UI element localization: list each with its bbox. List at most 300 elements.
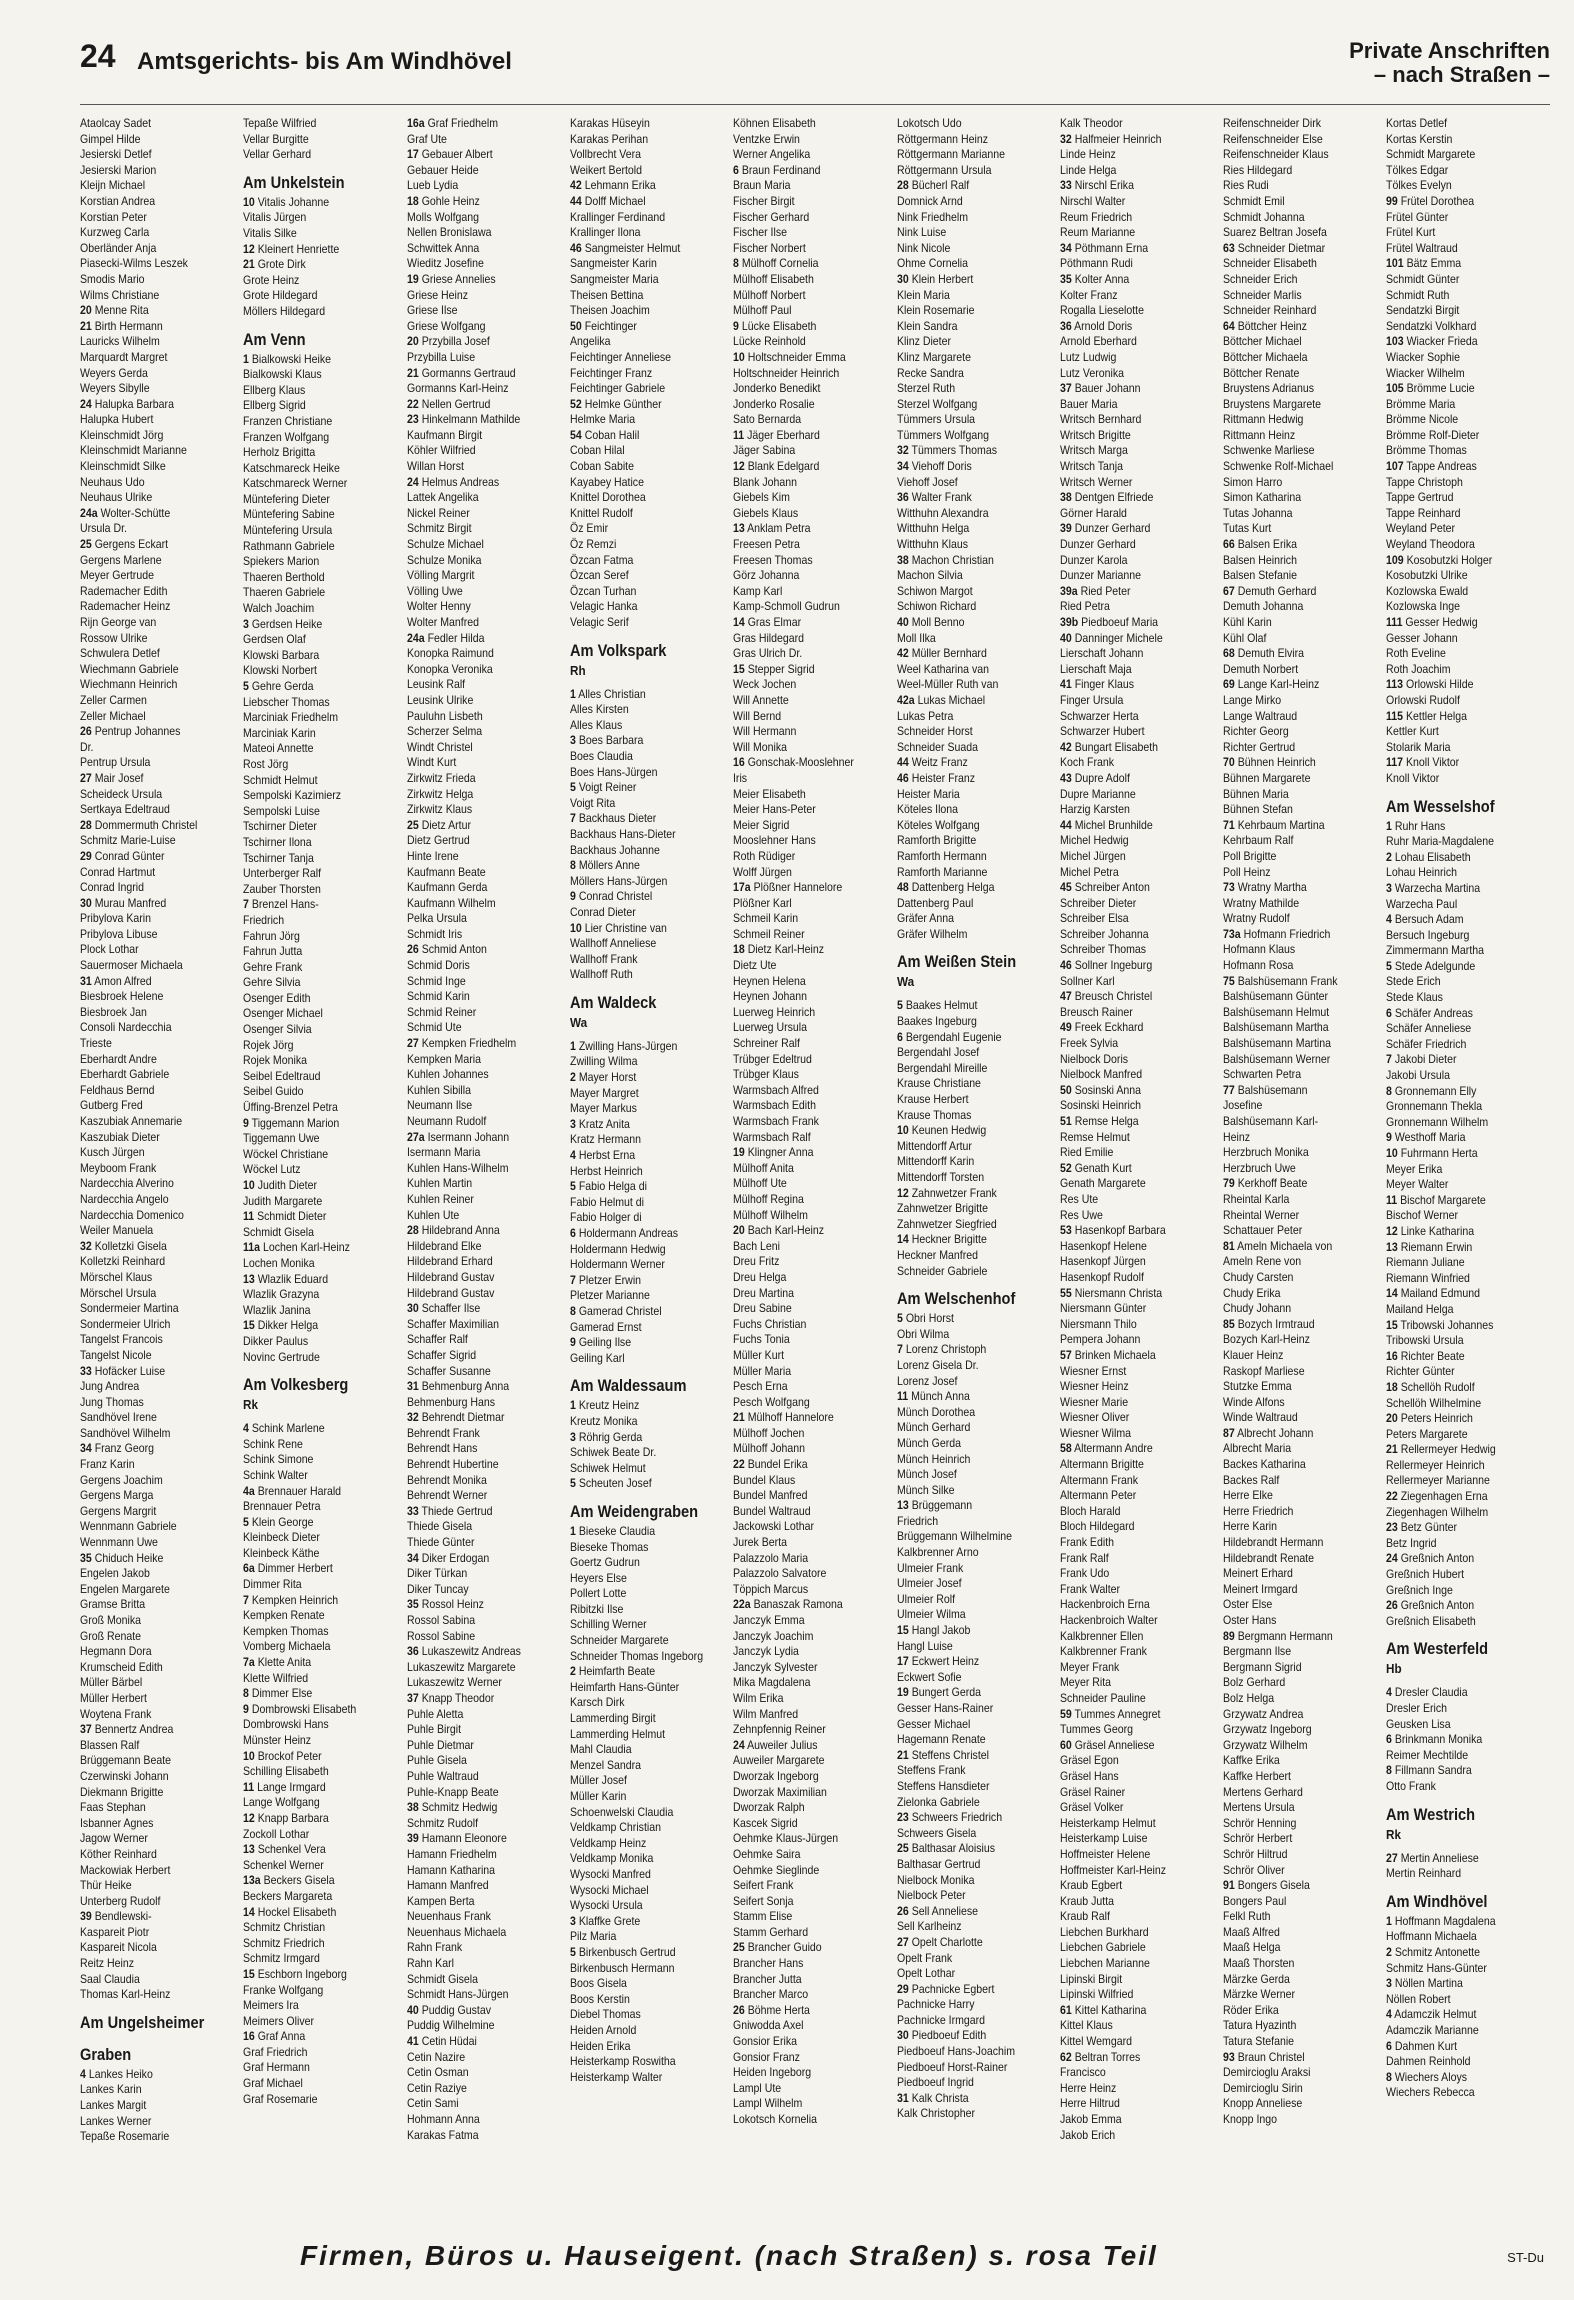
resident-name: Altermann Andre bbox=[1073, 1441, 1153, 1456]
house-number: 27 bbox=[1386, 1850, 1399, 1865]
resident-name: Balshüsemann Martha bbox=[1223, 1020, 1329, 1035]
resident-entry bbox=[897, 1592, 1053, 1608]
house-number: 3 bbox=[1386, 880, 1393, 895]
resident-entry bbox=[570, 1054, 726, 1070]
resident-entry bbox=[243, 1905, 399, 1921]
house-number: 24 bbox=[1386, 1551, 1399, 1566]
resident-name: Fuchs Christian bbox=[733, 1316, 807, 1331]
resident-entry bbox=[80, 865, 236, 881]
resident-entry bbox=[1060, 1301, 1216, 1317]
house-number: 18 bbox=[733, 942, 745, 957]
resident-entry bbox=[1386, 740, 1542, 756]
resident-entry bbox=[733, 490, 889, 506]
resident-name: Balshüsemann bbox=[1237, 1082, 1308, 1097]
resident-name: Brenzel Hans- bbox=[252, 897, 320, 912]
resident-name: Meier Hans-Peter bbox=[733, 802, 816, 817]
resident-entry bbox=[897, 1997, 1053, 2013]
resident-name: Jung Thomas bbox=[80, 1394, 144, 1409]
resident-entry bbox=[80, 1005, 236, 1021]
resident-name: Pempera Johann bbox=[1059, 1332, 1141, 1347]
resident-name: Reifenschneider Else bbox=[1223, 131, 1323, 146]
resident-entry bbox=[80, 646, 236, 662]
resident-name: Piedboeuf Horst-Rainer bbox=[896, 2059, 1007, 2074]
resident-name: Knoll Viktor bbox=[1406, 755, 1460, 770]
resident-name: Sangmeister Maria bbox=[569, 271, 659, 286]
resident-entry bbox=[1060, 132, 1216, 148]
resident-name: Lokotsch Kornelia bbox=[733, 2112, 818, 2126]
resident-name: Möllers Hildegard bbox=[243, 303, 326, 318]
resident-entry bbox=[407, 2018, 563, 2034]
house-number: 32 bbox=[406, 1410, 419, 1425]
resident-name: Meinert Erhard bbox=[1223, 1566, 1293, 1581]
house-number: 9 bbox=[569, 1335, 576, 1350]
resident-entry bbox=[243, 632, 399, 648]
resident-entry bbox=[1060, 1582, 1216, 1598]
resident-entry bbox=[1223, 1332, 1379, 1348]
resident-entry bbox=[733, 849, 889, 865]
resident-name: Klette Wilfried bbox=[243, 1670, 309, 1685]
resident-entry bbox=[897, 833, 1053, 849]
resident-entry bbox=[897, 998, 1053, 1014]
resident-name: Lange Mirko bbox=[1223, 692, 1282, 707]
resident-name: Dreu Sabine bbox=[733, 1301, 792, 1316]
resident-entry bbox=[1386, 506, 1542, 522]
resident-name: Märzke Werner bbox=[1223, 1987, 1296, 2002]
resident-name: Remse Helmut bbox=[1059, 1129, 1130, 1144]
resident-entry bbox=[243, 1795, 399, 1811]
resident-name: Lattek Angelika bbox=[406, 490, 479, 505]
resident-name: Hofmann Klaus bbox=[1223, 942, 1296, 957]
resident-name: Dietz Karl-Heinz bbox=[747, 942, 825, 957]
resident-entry bbox=[1386, 1318, 1542, 1334]
resident-entry bbox=[733, 1894, 889, 1910]
resident-entry bbox=[1223, 1722, 1379, 1738]
resident-entry bbox=[1386, 1084, 1542, 1100]
house-number: 2 bbox=[1386, 1944, 1393, 1959]
resident-name: Lukaszewitz Margarete bbox=[406, 1659, 516, 1674]
resident-name: Schiwek Beate Dr. bbox=[569, 1445, 657, 1460]
resident-entry bbox=[733, 693, 889, 709]
resident-name: Krause Christiane bbox=[896, 1076, 981, 1091]
resident-name: Schneider Suada bbox=[896, 739, 978, 754]
house-number: 13 bbox=[896, 1498, 909, 1513]
resident-entry bbox=[1386, 1520, 1542, 1536]
resident-name: Stutzke Emma bbox=[1223, 1379, 1292, 1394]
resident-entry bbox=[80, 2098, 236, 2114]
house-number: 5 bbox=[243, 1514, 250, 1529]
resident-name: Moll Ilka bbox=[896, 630, 936, 645]
house-number: 39 bbox=[406, 1831, 419, 1846]
house-number: 5 bbox=[569, 1944, 576, 1959]
house-number: 63 bbox=[1223, 240, 1235, 255]
resident-name: Müller Karin bbox=[569, 1789, 627, 1803]
resident-name: Schmidt Iris bbox=[406, 926, 462, 941]
house-number: 27 bbox=[406, 1036, 419, 1051]
resident-entry bbox=[407, 210, 563, 226]
resident-name: Bundel Erika bbox=[747, 1457, 808, 1472]
resident-name: Will Monika bbox=[733, 739, 788, 754]
resident-name: Mülhoff Elisabeth bbox=[733, 271, 815, 286]
resident-entry bbox=[1223, 1317, 1379, 1333]
resident-entry bbox=[80, 1052, 236, 1068]
resident-entry bbox=[407, 2050, 563, 2066]
resident-name: Schmeil Karin bbox=[733, 911, 799, 926]
resident-name: Gras Hildegard bbox=[733, 630, 805, 645]
listing-column bbox=[243, 116, 399, 2206]
resident-entry bbox=[1060, 366, 1216, 382]
resident-name: Münch Anna bbox=[910, 1389, 970, 1404]
resident-entry bbox=[80, 2129, 236, 2145]
resident-name: Mülhoff Johann bbox=[733, 1441, 806, 1456]
resident-name: Nielbock Manfred bbox=[1059, 1067, 1142, 1082]
resident-entry bbox=[243, 1686, 399, 1702]
resident-entry bbox=[1386, 1115, 1542, 1131]
resident-name: Bungart Elisabeth bbox=[1074, 739, 1158, 754]
resident-entry bbox=[733, 397, 889, 413]
resident-entry bbox=[1386, 834, 1542, 850]
resident-name: Schink Simone bbox=[243, 1452, 314, 1467]
resident-entry bbox=[1060, 615, 1216, 631]
resident-name: Bendlewski- bbox=[94, 1909, 152, 1924]
house-number: 42 bbox=[896, 646, 909, 661]
house-number: 34 bbox=[80, 1441, 92, 1456]
resident-name: Brockof Peter bbox=[257, 1748, 322, 1763]
house-number: 81 bbox=[1223, 1238, 1235, 1253]
resident-name: Tümmers Thomas bbox=[911, 443, 997, 458]
resident-entry bbox=[407, 2128, 563, 2144]
resident-name: Knittel Rudolf bbox=[569, 505, 633, 520]
resident-entry bbox=[733, 1332, 889, 1348]
resident-entry bbox=[897, 1951, 1053, 1967]
resident-entry bbox=[1223, 615, 1379, 631]
resident-name: Frank Edith bbox=[1059, 1535, 1114, 1550]
resident-entry bbox=[80, 490, 236, 506]
resident-entry bbox=[1223, 2112, 1379, 2128]
resident-entry bbox=[1223, 1519, 1379, 1535]
resident-name: Auweiler Margarete bbox=[733, 1753, 825, 1768]
resident-name: Pachnicke Harry bbox=[896, 1997, 974, 2012]
resident-name: Franke Wolfgang bbox=[243, 1982, 324, 1997]
resident-entry bbox=[1060, 116, 1216, 132]
house-number: 13 bbox=[1386, 1239, 1399, 1254]
resident-entry bbox=[407, 1176, 563, 1192]
resident-name: Klein Maria bbox=[896, 287, 950, 302]
resident-name: Neuhaus Ulrike bbox=[80, 490, 153, 505]
resident-name: Schneider Thomas Ingeborg bbox=[569, 1648, 703, 1663]
resident-entry bbox=[243, 1764, 399, 1780]
resident-name: Thiede Gertrud bbox=[421, 1503, 493, 1518]
resident-entry bbox=[570, 1555, 726, 1571]
resident-entry bbox=[570, 1351, 726, 1367]
house-number: 26 bbox=[896, 1903, 909, 1918]
resident-name: Bolz Gerhard bbox=[1223, 1675, 1286, 1690]
resident-name: Heyers Else bbox=[569, 1570, 627, 1585]
resident-name: Krause Herbert bbox=[896, 1092, 969, 1107]
resident-name: Piedboeuf Edith bbox=[911, 2028, 986, 2043]
resident-name: Kamp Karl bbox=[733, 583, 783, 598]
district-code: Rk bbox=[1386, 1826, 1402, 1842]
resident-entry bbox=[733, 1691, 889, 1707]
house-number: 4 bbox=[1386, 1685, 1393, 1700]
section-title: Private Anschriften bbox=[1349, 38, 1550, 63]
resident-entry bbox=[1060, 1878, 1216, 1894]
resident-name: Kempken Maria bbox=[406, 1051, 481, 1066]
resident-entry bbox=[897, 896, 1053, 912]
resident-entry bbox=[1223, 366, 1379, 382]
resident-name: Schenkel Werner bbox=[243, 1857, 325, 1872]
resident-name: Tutas Johanna bbox=[1223, 505, 1293, 520]
resident-name: Altermann Frank bbox=[1059, 1472, 1138, 1487]
resident-name: Vomberg Michaela bbox=[243, 1639, 331, 1654]
resident-name: Birth Hermann bbox=[94, 318, 163, 333]
resident-entry bbox=[570, 1288, 726, 1304]
resident-name: Jackowski Lothar bbox=[733, 1519, 815, 1534]
resident-entry bbox=[407, 132, 563, 148]
resident-name: Müller Bärbel bbox=[80, 1675, 143, 1690]
resident-entry bbox=[897, 1389, 1053, 1405]
resident-entry bbox=[1386, 974, 1542, 990]
resident-name: Geusken Lisa bbox=[1386, 1716, 1451, 1731]
resident-name: Oehmke Klaus-Jürgen bbox=[733, 1831, 839, 1846]
resident-entry bbox=[733, 459, 889, 475]
resident-entry bbox=[733, 1005, 889, 1021]
resident-entry bbox=[570, 2039, 726, 2055]
house-number: 69 bbox=[1223, 677, 1235, 692]
resident-entry bbox=[243, 476, 399, 492]
resident-name: Sandhövel Wilhelm bbox=[80, 1425, 171, 1440]
resident-entry bbox=[243, 1256, 399, 1272]
resident-entry bbox=[897, 334, 1053, 350]
resident-entry bbox=[243, 1998, 399, 2014]
resident-name: Holdermann Hedwig bbox=[569, 1241, 666, 1256]
resident-entry bbox=[897, 288, 1053, 304]
resident-name: Amon Alfred bbox=[94, 973, 152, 988]
resident-name: Fischer Birgit bbox=[733, 193, 795, 208]
resident-entry bbox=[1386, 272, 1542, 288]
resident-name: Müller Bernhard bbox=[911, 646, 987, 661]
resident-entry bbox=[733, 319, 889, 335]
resident-entry bbox=[733, 1114, 889, 1130]
resident-entry bbox=[243, 929, 399, 945]
resident-name: Klowski Barbara bbox=[243, 647, 320, 662]
house-number: 1 bbox=[569, 686, 576, 701]
resident-entry bbox=[1386, 2070, 1542, 2086]
resident-name: Kühl Olaf bbox=[1223, 630, 1267, 645]
resident-name: Rossow Ulrike bbox=[80, 630, 148, 645]
resident-entry bbox=[733, 818, 889, 834]
resident-entry bbox=[897, 443, 1053, 459]
resident-name: Graf Friedrich bbox=[243, 2044, 308, 2059]
resident-entry bbox=[407, 1473, 563, 1489]
resident-name: Groß Monika bbox=[80, 1613, 142, 1627]
resident-entry bbox=[80, 1473, 236, 1489]
resident-name: Herzbruch Uwe bbox=[1223, 1160, 1296, 1175]
resident-name: Jakob Emma bbox=[1059, 2112, 1122, 2126]
resident-name: Eschborn Ingeborg bbox=[257, 1966, 348, 1981]
resident-entry bbox=[80, 1940, 236, 1956]
resident-entry bbox=[897, 1732, 1053, 1748]
resident-name: Hoffmeister Karl-Heinz bbox=[1059, 1862, 1166, 1877]
resident-name: Orlowski Rudolf bbox=[1386, 692, 1461, 707]
resident-name: Hackenbroich Walter bbox=[1059, 1613, 1158, 1627]
house-number: 15 bbox=[896, 1623, 909, 1638]
resident-name: Schneider Dietmar bbox=[1237, 240, 1326, 255]
resident-entry bbox=[733, 443, 889, 459]
resident-name: Schaffer Ralf bbox=[406, 1332, 468, 1347]
house-number: 7 bbox=[896, 1342, 903, 1357]
resident-name: Backhaus Johanne bbox=[569, 842, 660, 857]
resident-name: Feldhaus Bernd bbox=[80, 1082, 155, 1097]
resident-entry bbox=[243, 1717, 399, 1733]
resident-name: Knapp Theodor bbox=[421, 1690, 494, 1705]
resident-name: Karakas Hüseyin bbox=[569, 116, 650, 130]
resident-entry bbox=[80, 1800, 236, 1816]
resident-name: Luerweg Ursula bbox=[733, 1020, 808, 1035]
resident-entry bbox=[1386, 1177, 1542, 1193]
resident-entry bbox=[897, 428, 1053, 444]
resident-entry bbox=[570, 1257, 726, 1273]
resident-name: Kalk Christopher bbox=[896, 2106, 975, 2121]
resident-name: Mackowiak Herbert bbox=[80, 1862, 171, 1877]
resident-name: Vellar Gerhard bbox=[243, 147, 312, 162]
resident-name: Köteles Wolfgang bbox=[896, 817, 980, 832]
resident-entry bbox=[1223, 1987, 1379, 2003]
resident-entry bbox=[1386, 865, 1542, 881]
resident-name: Pesch Erna bbox=[733, 1379, 788, 1394]
resident-entry bbox=[407, 2065, 563, 2081]
resident-entry bbox=[733, 1597, 889, 1613]
resident-entry bbox=[1386, 1099, 1542, 1115]
resident-name: Gronnemann Elly bbox=[1395, 1083, 1477, 1098]
resident-name: Dworzak Maximilian bbox=[733, 1784, 828, 1799]
resident-name: Gormanns Gertraud bbox=[421, 365, 516, 380]
resident-entry bbox=[1060, 1535, 1216, 1551]
resident-entry bbox=[570, 334, 726, 350]
resident-name: Brancher Guido bbox=[747, 1940, 822, 1955]
resident-name: Schneider Horst bbox=[896, 724, 973, 739]
resident-name: Wratny Rudolf bbox=[1223, 911, 1290, 926]
resident-name: Gesser Johann bbox=[1386, 630, 1459, 645]
resident-name: Gutberg Fred bbox=[80, 1098, 143, 1113]
resident-entry bbox=[1223, 865, 1379, 881]
resident-entry bbox=[1386, 2007, 1542, 2023]
resident-name: Tschirner Dieter bbox=[243, 819, 318, 834]
resident-entry bbox=[407, 1145, 563, 1161]
resident-name: Alles Kirsten bbox=[569, 702, 629, 717]
resident-entry bbox=[570, 749, 726, 765]
house-number: 41 bbox=[406, 2034, 419, 2049]
resident-name: Dimmer Rita bbox=[243, 1577, 302, 1592]
resident-entry bbox=[897, 553, 1053, 569]
resident-entry bbox=[407, 1052, 563, 1068]
resident-name: Seifert Frank bbox=[733, 1878, 794, 1893]
resident-name: Fillmann Sandra bbox=[1395, 1763, 1473, 1778]
resident-entry bbox=[1223, 1644, 1379, 1660]
resident-name: Röder Erika bbox=[1223, 2002, 1279, 2017]
resident-name: Gergens Margrit bbox=[80, 1503, 157, 1518]
resident-name: Schmitz Antonette bbox=[1395, 1944, 1481, 1959]
resident-name: Rademacher Heinz bbox=[80, 599, 171, 614]
resident-name: Bersuch Ingeburg bbox=[1386, 927, 1470, 942]
resident-entry bbox=[80, 1395, 236, 1411]
resident-entry bbox=[1223, 1738, 1379, 1754]
resident-entry bbox=[407, 1395, 563, 1411]
resident-name: Witthuhn Helga bbox=[896, 521, 969, 536]
resident-entry bbox=[570, 702, 726, 718]
resident-entry bbox=[1060, 1956, 1216, 1972]
resident-name: Suarez Beltran Josefa bbox=[1223, 225, 1328, 240]
resident-name: Baakes Helmut bbox=[905, 998, 977, 1013]
resident-name: Arnold Eberhard bbox=[1059, 334, 1137, 349]
resident-entry bbox=[1060, 412, 1216, 428]
resident-entry bbox=[1223, 2034, 1379, 2050]
house-number: 13 bbox=[733, 521, 745, 536]
house-number: 8 bbox=[1386, 2069, 1393, 2084]
resident-entry bbox=[570, 1242, 726, 1258]
house-number: 11 bbox=[733, 427, 745, 442]
resident-name: Greßnich Anton bbox=[1401, 1551, 1475, 1566]
resident-name: Kraub Ralf bbox=[1059, 1909, 1110, 1924]
resident-entry bbox=[243, 1334, 399, 1350]
resident-name: Puddig Wilhelmine bbox=[406, 2018, 495, 2033]
resident-name: Reifenschneider Klaus bbox=[1223, 147, 1329, 162]
resident-name: Herre Heinz bbox=[1059, 2080, 1117, 2095]
resident-entry bbox=[570, 225, 726, 241]
resident-entry bbox=[80, 1426, 236, 1442]
house-number: 1 bbox=[569, 1038, 576, 1053]
house-number: 107 bbox=[1386, 459, 1405, 474]
resident-name: Zielonka Gabriele bbox=[896, 1794, 980, 1809]
resident-entry bbox=[1060, 1816, 1216, 1832]
resident-entry bbox=[1060, 584, 1216, 600]
resident-name: Gimpel Hilde bbox=[80, 131, 141, 146]
resident-entry bbox=[570, 1805, 726, 1821]
resident-entry bbox=[1223, 1613, 1379, 1629]
resident-name: Trübger Edeltrud bbox=[733, 1051, 813, 1066]
resident-name: Behrendt Frank bbox=[406, 1425, 480, 1440]
resident-entry bbox=[570, 319, 726, 335]
house-number: 50 bbox=[1059, 1082, 1072, 1097]
resident-entry bbox=[570, 1320, 726, 1336]
house-number: 39a bbox=[1059, 583, 1078, 598]
street-heading: Am Welschenhof bbox=[896, 1289, 1015, 1309]
resident-entry bbox=[1386, 1037, 1542, 1053]
resident-entry bbox=[733, 521, 889, 537]
resident-entry bbox=[80, 521, 236, 537]
street-heading: Am Weißen Stein bbox=[896, 952, 1016, 972]
resident-entry bbox=[570, 584, 726, 600]
resident-entry bbox=[1386, 490, 1542, 506]
resident-entry bbox=[1386, 1255, 1542, 1271]
house-number: 67 bbox=[1223, 583, 1235, 598]
resident-entry bbox=[1223, 1192, 1379, 1208]
resident-name: Nirschl Erika bbox=[1074, 178, 1134, 193]
resident-entry bbox=[80, 1691, 236, 1707]
resident-name: Boes Claudia bbox=[569, 748, 633, 763]
house-number: 48 bbox=[896, 880, 909, 895]
resident-entry bbox=[733, 1036, 889, 1052]
resident-name: Peters Heinrich bbox=[1401, 1411, 1474, 1426]
listing-column bbox=[733, 116, 889, 2206]
resident-name: Mülhoff Regina bbox=[733, 1191, 805, 1206]
house-number: 75 bbox=[1223, 973, 1235, 988]
resident-name: Schink Walter bbox=[243, 1467, 309, 1482]
resident-entry bbox=[897, 1654, 1053, 1670]
resident-entry bbox=[1223, 1020, 1379, 1036]
resident-entry bbox=[407, 599, 563, 615]
resident-entry bbox=[570, 1945, 726, 1961]
resident-entry bbox=[243, 1287, 399, 1303]
